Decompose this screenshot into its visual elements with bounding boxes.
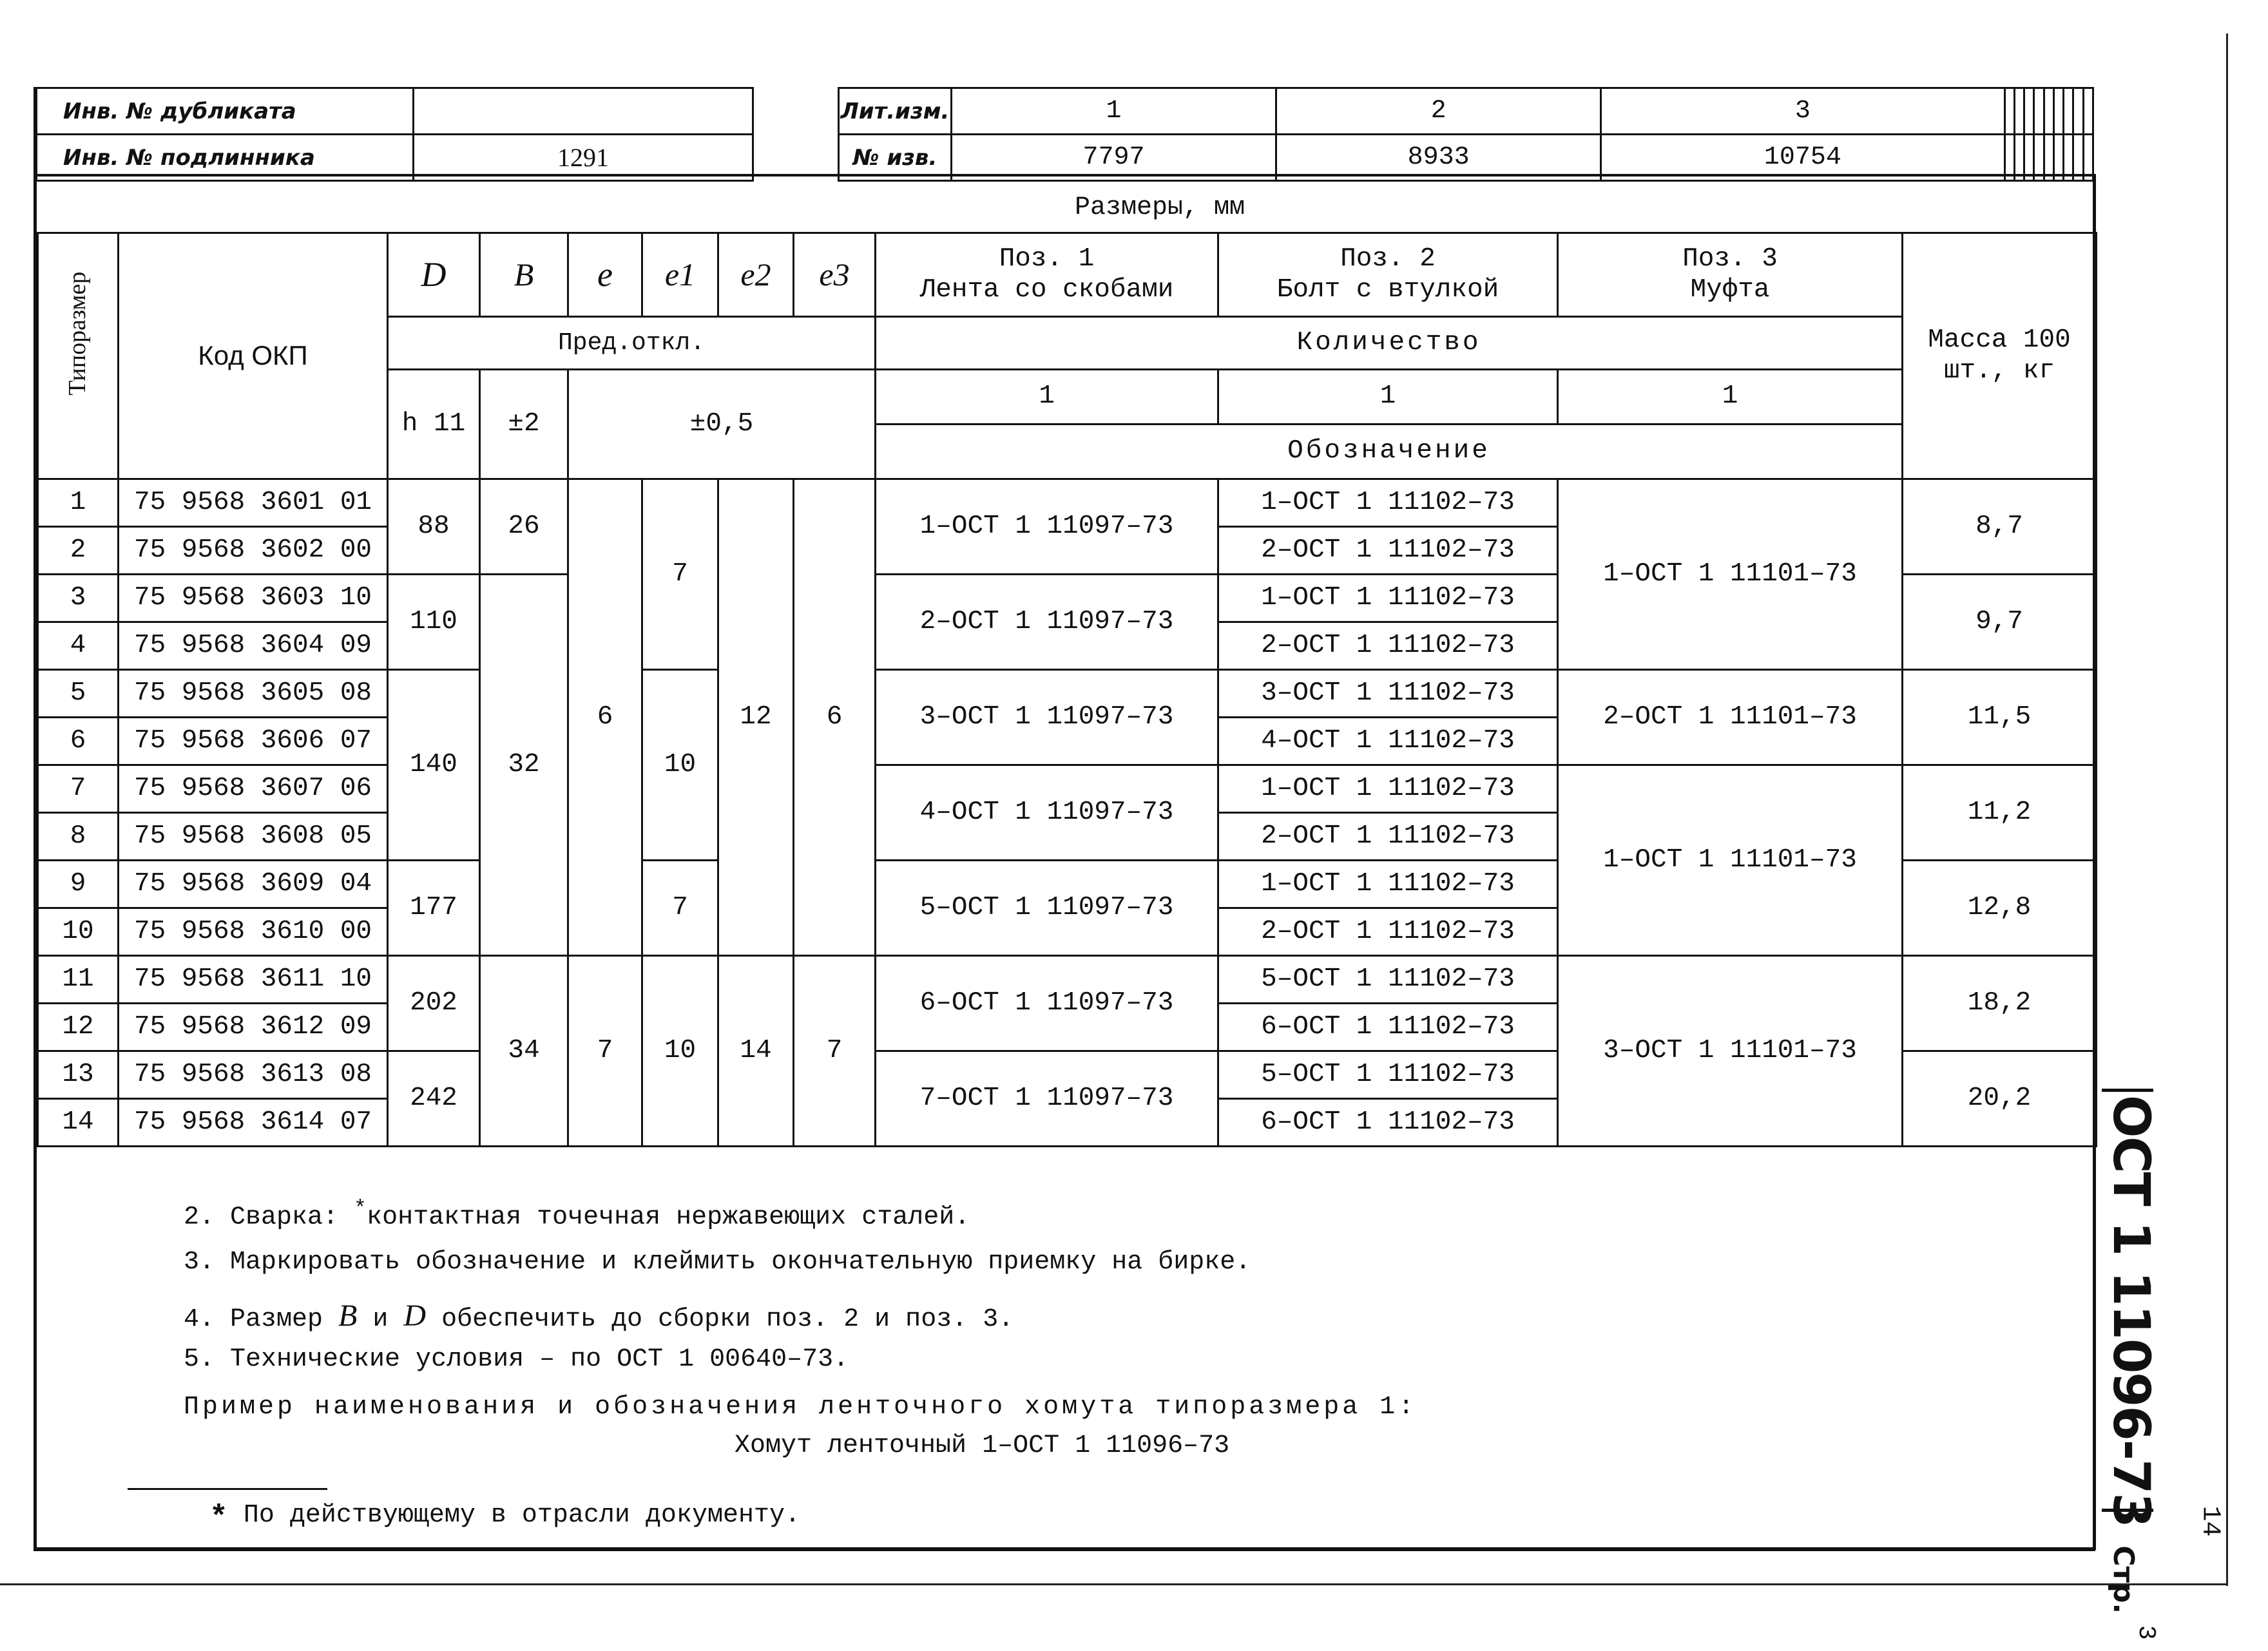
tape-designation: 1–ОСТ 1 11097–73 bbox=[876, 479, 1218, 575]
dim-D: 202 bbox=[388, 956, 480, 1051]
note-2 bbox=[184, 1197, 970, 1232]
designation-header: Обозначение bbox=[876, 425, 1903, 479]
mass-value: 11,5 bbox=[1903, 670, 2097, 765]
note-4-dim-d: D bbox=[403, 1299, 427, 1333]
typesize-header bbox=[38, 233, 119, 479]
bolt-designation: 2–ОСТ 1 11102–73 bbox=[1218, 908, 1558, 956]
tol-h11: h 11 bbox=[388, 370, 480, 479]
bolt-designation: 1–ОСТ 1 11102–73 bbox=[1218, 765, 1558, 813]
okp-code: 75 9568 3610 00 bbox=[119, 908, 388, 956]
dim-e3: 6 bbox=[794, 479, 876, 956]
pos1-name: Лента со скобами bbox=[919, 274, 1174, 305]
pos2-name: Болт с втулкой bbox=[1276, 274, 1499, 305]
qty-pos3: 1 bbox=[1558, 370, 1903, 425]
coupling-designation: 3–ОСТ 1 11101–73 bbox=[1558, 956, 1903, 1147]
dim-B: 34 bbox=[480, 956, 568, 1147]
lit-izm-2: 2 bbox=[1276, 88, 1601, 135]
okp-code: 75 9568 3609 04 bbox=[119, 861, 388, 908]
row-num: 6 bbox=[38, 718, 119, 765]
mass-value: 11,2 bbox=[1903, 765, 2097, 861]
coupling-designation: 1–ОСТ 1 11101–73 bbox=[1558, 479, 1903, 670]
sheet-number-wrap bbox=[2194, 1507, 2226, 1552]
lit-izm-10 bbox=[2064, 88, 2073, 135]
dim-e3: 7 bbox=[794, 956, 876, 1147]
mass-header: Масса 100 шт., кг bbox=[1903, 233, 2097, 479]
notice-5 bbox=[2014, 135, 2024, 181]
lit-izm-3: 3 bbox=[1601, 88, 2004, 135]
okp-code: 75 9568 3612 09 bbox=[119, 1004, 388, 1051]
footnote bbox=[209, 1501, 800, 1536]
dim-e-header: e bbox=[568, 233, 642, 317]
header-right-table bbox=[838, 87, 2094, 182]
coupling-designation: 2–ОСТ 1 11101–73 bbox=[1558, 670, 1903, 765]
header-left-table bbox=[35, 87, 754, 182]
mass-value: 20,2 bbox=[1903, 1051, 2097, 1147]
pos2-label: Поз. 2 bbox=[1340, 244, 1436, 274]
footnote-text: По действующему в отрасли документу. bbox=[243, 1501, 800, 1530]
pos1-header bbox=[876, 233, 1218, 317]
okp-code: 75 9568 3603 10 bbox=[119, 575, 388, 622]
bolt-designation: 1–ОСТ 1 11102–73 bbox=[1218, 479, 1558, 527]
example-heading: Пример наименования и обозначения ленточного хомута типоразмера 1: bbox=[184, 1393, 1418, 1422]
okp-code: 75 9568 3604 09 bbox=[119, 622, 388, 670]
dim-B-header: B bbox=[480, 233, 568, 317]
bolt-designation: 6–ОСТ 1 11102–73 bbox=[1218, 1099, 1558, 1147]
lit-izm-12 bbox=[2083, 88, 2093, 135]
dim-B: 26 bbox=[480, 479, 568, 575]
notice-label: № изв. bbox=[839, 135, 952, 181]
notice-3: 10754 bbox=[1601, 135, 2004, 181]
okp-code: 75 9568 3601 01 bbox=[119, 479, 388, 527]
notice-10 bbox=[2064, 135, 2073, 181]
dim-e2-header: e2 bbox=[718, 233, 794, 317]
notice-9 bbox=[2053, 135, 2063, 181]
tape-designation: 6–ОСТ 1 11097–73 bbox=[876, 956, 1218, 1051]
example-name: Хомут ленточный 1–ОСТ 1 11096–73 bbox=[735, 1431, 1230, 1460]
note-2-asterisk: * bbox=[354, 1197, 367, 1221]
tape-designation: 4–ОСТ 1 11097–73 bbox=[876, 765, 1218, 861]
lit-izm-8 bbox=[2044, 88, 2053, 135]
lit-izm-9 bbox=[2053, 88, 2063, 135]
side-rule-top bbox=[2102, 1089, 2153, 1092]
dim-e1: 7 bbox=[642, 479, 718, 670]
lit-izm-5 bbox=[2014, 88, 2024, 135]
dim-e1: 10 bbox=[642, 670, 718, 861]
dim-D: 88 bbox=[388, 479, 480, 575]
table-caption: Размеры, мм bbox=[1074, 193, 1245, 222]
notice-12 bbox=[2083, 135, 2093, 181]
notice-11 bbox=[2073, 135, 2083, 181]
side-page-number: 3 bbox=[2132, 1625, 2160, 1640]
okp-code: 75 9568 3602 00 bbox=[119, 527, 388, 575]
note-4 bbox=[184, 1298, 1014, 1334]
note-4-c: и bbox=[357, 1305, 404, 1334]
pos3-label: Поз. 3 bbox=[1682, 244, 1778, 274]
dim-e2: 14 bbox=[718, 956, 794, 1147]
footnote-asterisk: * bbox=[209, 1501, 228, 1536]
bolt-designation: 1–ОСТ 1 11102–73 bbox=[1218, 861, 1558, 908]
bolt-designation: 2–ОСТ 1 11102–73 bbox=[1218, 527, 1558, 575]
dim-e2: 12 bbox=[718, 479, 794, 956]
dim-e1: 7 bbox=[642, 861, 718, 956]
note-4-a: 4. Размер bbox=[184, 1305, 339, 1334]
bolt-designation: 2–ОСТ 1 11102–73 bbox=[1218, 813, 1558, 861]
orig-inv-label: Инв. № подлинника bbox=[37, 135, 414, 181]
row-num: 4 bbox=[38, 622, 119, 670]
row-num: 13 bbox=[38, 1051, 119, 1099]
mass-value: 9,7 bbox=[1903, 575, 2097, 670]
dup-inv-value bbox=[414, 88, 753, 135]
dimensions-table bbox=[37, 232, 2097, 1147]
notice-7 bbox=[2034, 135, 2044, 181]
tape-designation: 7–ОСТ 1 11097–73 bbox=[876, 1051, 1218, 1147]
okp-code: 75 9568 3611 10 bbox=[119, 956, 388, 1004]
pos1-label: Поз. 1 bbox=[999, 244, 1095, 274]
row-num: 14 bbox=[38, 1099, 119, 1147]
pred-otkl-header: Пред.откл. bbox=[388, 317, 876, 370]
side-standard-block bbox=[2095, 1095, 2160, 1640]
dim-e1-header: e1 bbox=[642, 233, 718, 317]
okp-code: 75 9568 3614 07 bbox=[119, 1099, 388, 1147]
notice-4 bbox=[2004, 135, 2014, 181]
lit-izm-1: 1 bbox=[952, 88, 1276, 135]
note-5: 5. Технические условия – по ОСТ 1 00640–73. bbox=[184, 1345, 849, 1374]
okp-code-header: Код ОКП bbox=[119, 233, 388, 479]
row-num: 5 bbox=[38, 670, 119, 718]
side-standard-text-wrap bbox=[2102, 1095, 2160, 1640]
dim-D-header: D bbox=[388, 233, 480, 317]
row-num: 3 bbox=[38, 575, 119, 622]
row-num: 9 bbox=[38, 861, 119, 908]
note-3: 3. Маркировать обозначение и клеймить окончательную приемку на бирке. bbox=[184, 1248, 1251, 1277]
okp-code: 75 9568 3605 08 bbox=[119, 670, 388, 718]
mass-value: 8,7 bbox=[1903, 479, 2097, 575]
bolt-designation: 3–ОСТ 1 11102–73 bbox=[1218, 670, 1558, 718]
qty-pos1: 1 bbox=[876, 370, 1218, 425]
footnote-rule bbox=[128, 1488, 327, 1490]
note-4-dim-b: B bbox=[338, 1299, 358, 1333]
bolt-designation: 4–ОСТ 1 11102–73 bbox=[1218, 718, 1558, 765]
tape-designation: 3–ОСТ 1 11097–73 bbox=[876, 670, 1218, 765]
dim-B: 32 bbox=[480, 575, 568, 956]
sheet-number: 14 bbox=[2195, 1505, 2225, 1537]
bolt-designation: 1–ОСТ 1 11102–73 bbox=[1218, 575, 1558, 622]
typesize-label: Типоразмер bbox=[64, 271, 91, 396]
pos3-name: Муфта bbox=[1690, 274, 1770, 305]
tape-designation: 5–ОСТ 1 11097–73 bbox=[876, 861, 1218, 956]
okp-code: 75 9568 3607 06 bbox=[119, 765, 388, 813]
dim-D: 242 bbox=[388, 1051, 480, 1147]
pos2-header bbox=[1218, 233, 1558, 317]
tol-e: ±0,5 bbox=[568, 370, 876, 479]
lit-izm-label: Лит.изм. bbox=[839, 88, 952, 135]
row-num: 1 bbox=[38, 479, 119, 527]
row-num: 8 bbox=[38, 813, 119, 861]
notice-2: 8933 bbox=[1276, 135, 1601, 181]
lit-izm-7 bbox=[2034, 88, 2044, 135]
note-4-e: обеспечить до сборки поз. 2 и поз. 3. bbox=[426, 1305, 1014, 1334]
side-page-label: Стр. bbox=[2107, 1545, 2140, 1614]
sheet-edge-right bbox=[2226, 33, 2228, 1586]
qty-pos2: 1 bbox=[1218, 370, 1558, 425]
dim-D: 140 bbox=[388, 670, 480, 861]
notice-6 bbox=[2024, 135, 2034, 181]
coupling-designation: 1–ОСТ 1 11101–73 bbox=[1558, 765, 1903, 956]
dim-D: 110 bbox=[388, 575, 480, 670]
row-num: 2 bbox=[38, 527, 119, 575]
quantity-header: Количество bbox=[876, 317, 1903, 370]
okp-code: 75 9568 3608 05 bbox=[119, 813, 388, 861]
bolt-designation: 5–ОСТ 1 11102–73 bbox=[1218, 956, 1558, 1004]
bolt-designation: 5–ОСТ 1 11102–73 bbox=[1218, 1051, 1558, 1099]
row-num: 12 bbox=[38, 1004, 119, 1051]
pos3-header bbox=[1558, 233, 1903, 317]
mass-value: 12,8 bbox=[1903, 861, 2097, 956]
side-standard: ОСТ 1 11096-73 bbox=[2102, 1095, 2160, 1527]
notice-1: 7797 bbox=[952, 135, 1276, 181]
bolt-designation: 6–ОСТ 1 11102–73 bbox=[1218, 1004, 1558, 1051]
notice-8 bbox=[2044, 135, 2053, 181]
dim-e: 7 bbox=[568, 956, 642, 1147]
row-num: 7 bbox=[38, 765, 119, 813]
dim-e: 6 bbox=[568, 479, 642, 956]
tape-designation: 2–ОСТ 1 11097–73 bbox=[876, 575, 1218, 670]
lit-izm-4 bbox=[2004, 88, 2014, 135]
lit-izm-6 bbox=[2024, 88, 2034, 135]
tol-b: ±2 bbox=[480, 370, 568, 479]
okp-code: 75 9568 3613 08 bbox=[119, 1051, 388, 1099]
sheet-edge-bottom bbox=[0, 1583, 2228, 1585]
row-num: 11 bbox=[38, 956, 119, 1004]
outer-frame-bottom bbox=[34, 1547, 2095, 1551]
row-num: 10 bbox=[38, 908, 119, 956]
dim-e1: 10 bbox=[642, 956, 718, 1147]
dim-e3-header: e3 bbox=[794, 233, 876, 317]
bolt-designation: 2–ОСТ 1 11102–73 bbox=[1218, 622, 1558, 670]
dim-D: 177 bbox=[388, 861, 480, 956]
lit-izm-11 bbox=[2073, 88, 2083, 135]
dup-inv-label: Инв. № дубликата bbox=[37, 88, 414, 135]
orig-inv-value: 1291 bbox=[414, 135, 753, 181]
mass-value: 18,2 bbox=[1903, 956, 2097, 1051]
okp-code: 75 9568 3606 07 bbox=[119, 718, 388, 765]
note-2-prefix: 2. Сварка: bbox=[184, 1203, 354, 1232]
note-2-text: контактная точечная нержавеющих сталей. bbox=[367, 1203, 970, 1232]
